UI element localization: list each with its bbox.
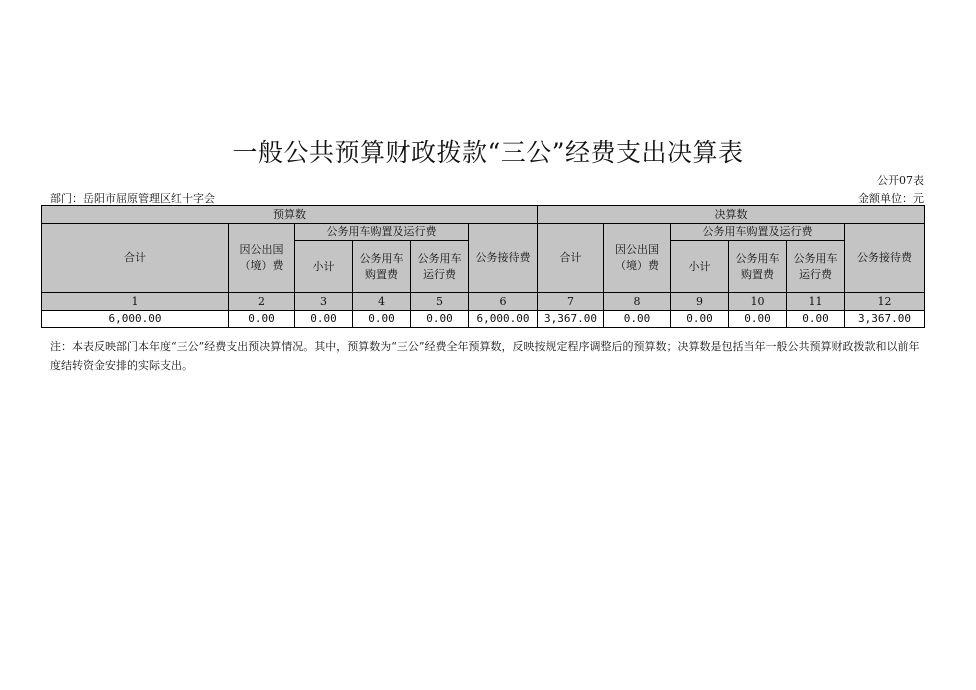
budget-reception-header: 公务接待费 [469,224,538,293]
final-vehicle-operation-value: 0.00 [787,311,845,328]
column-number: 2 [229,293,295,311]
final-vehicle-group-header: 公务用车购置及运行费 [671,224,845,241]
final-vehicle-operation-header: 公务用车运行费 [787,241,845,293]
column-number: 9 [671,293,729,311]
final-subtotal-header: 小计 [671,241,729,293]
department-label: 部门：岳阳市屈原管理区红十字会 [50,192,215,205]
amount-unit-label: 金额单位：元 [858,192,924,205]
final-vehicle-subtotal-value: 0.00 [671,311,729,328]
budget-subtotal-header: 小计 [295,241,353,293]
budget-vehicle-subtotal-value: 0.00 [295,311,353,328]
final-reception-header: 公务接待费 [845,224,925,293]
budget-vehicle-group-header: 公务用车购置及运行费 [295,224,469,241]
column-number: 11 [787,293,845,311]
column-number: 4 [353,293,411,311]
column-number: 1 [42,293,229,311]
budget-header: 预算数 [42,206,538,224]
column-number: 12 [845,293,925,311]
table-note: 注：本表反映部门本年度“三公”经费支出预决算情况。其中，预算数为“三公”经费全年预算数，反映按规定程序调整后的预算数；决算数是包括当年一般公共预算财政拨款和以前年度结转资金安排的实际支出。 [50,340,920,372]
final-abroad-header: 因公出国（境）费 [604,224,671,293]
budget-total-header: 合计 [42,224,229,293]
form-number: 公开07表 [877,174,924,187]
page-title: 一般公共预算财政拨款“三公”经费支出决算表 [232,138,744,167]
final-abroad-value: 0.00 [604,311,671,328]
column-number: 3 [295,293,353,311]
final-reception-value: 3,367.00 [845,311,925,328]
budget-vehicle-operation-value: 0.00 [411,311,469,328]
column-number: 5 [411,293,469,311]
budget-abroad-value: 0.00 [229,311,295,328]
final-header: 决算数 [538,206,925,224]
final-vehicle-purchase-value: 0.00 [729,311,787,328]
column-number: 7 [538,293,604,311]
column-number: 8 [604,293,671,311]
column-number: 10 [729,293,787,311]
three-public-expenses-table [41,205,925,328]
final-vehicle-purchase-header: 公务用车购置费 [729,241,787,293]
table-row [42,311,925,328]
budget-total-value: 6,000.00 [42,311,229,328]
budget-abroad-header: 因公出国（境）费 [229,224,295,293]
budget-reception-value: 6,000.00 [469,311,538,328]
column-number: 6 [469,293,538,311]
final-total-value: 3,367.00 [538,311,604,328]
final-total-header: 合计 [538,224,604,293]
budget-vehicle-operation-header: 公务用车运行费 [411,241,469,293]
budget-vehicle-purchase-header: 公务用车购置费 [353,241,411,293]
budget-vehicle-purchase-value: 0.00 [353,311,411,328]
